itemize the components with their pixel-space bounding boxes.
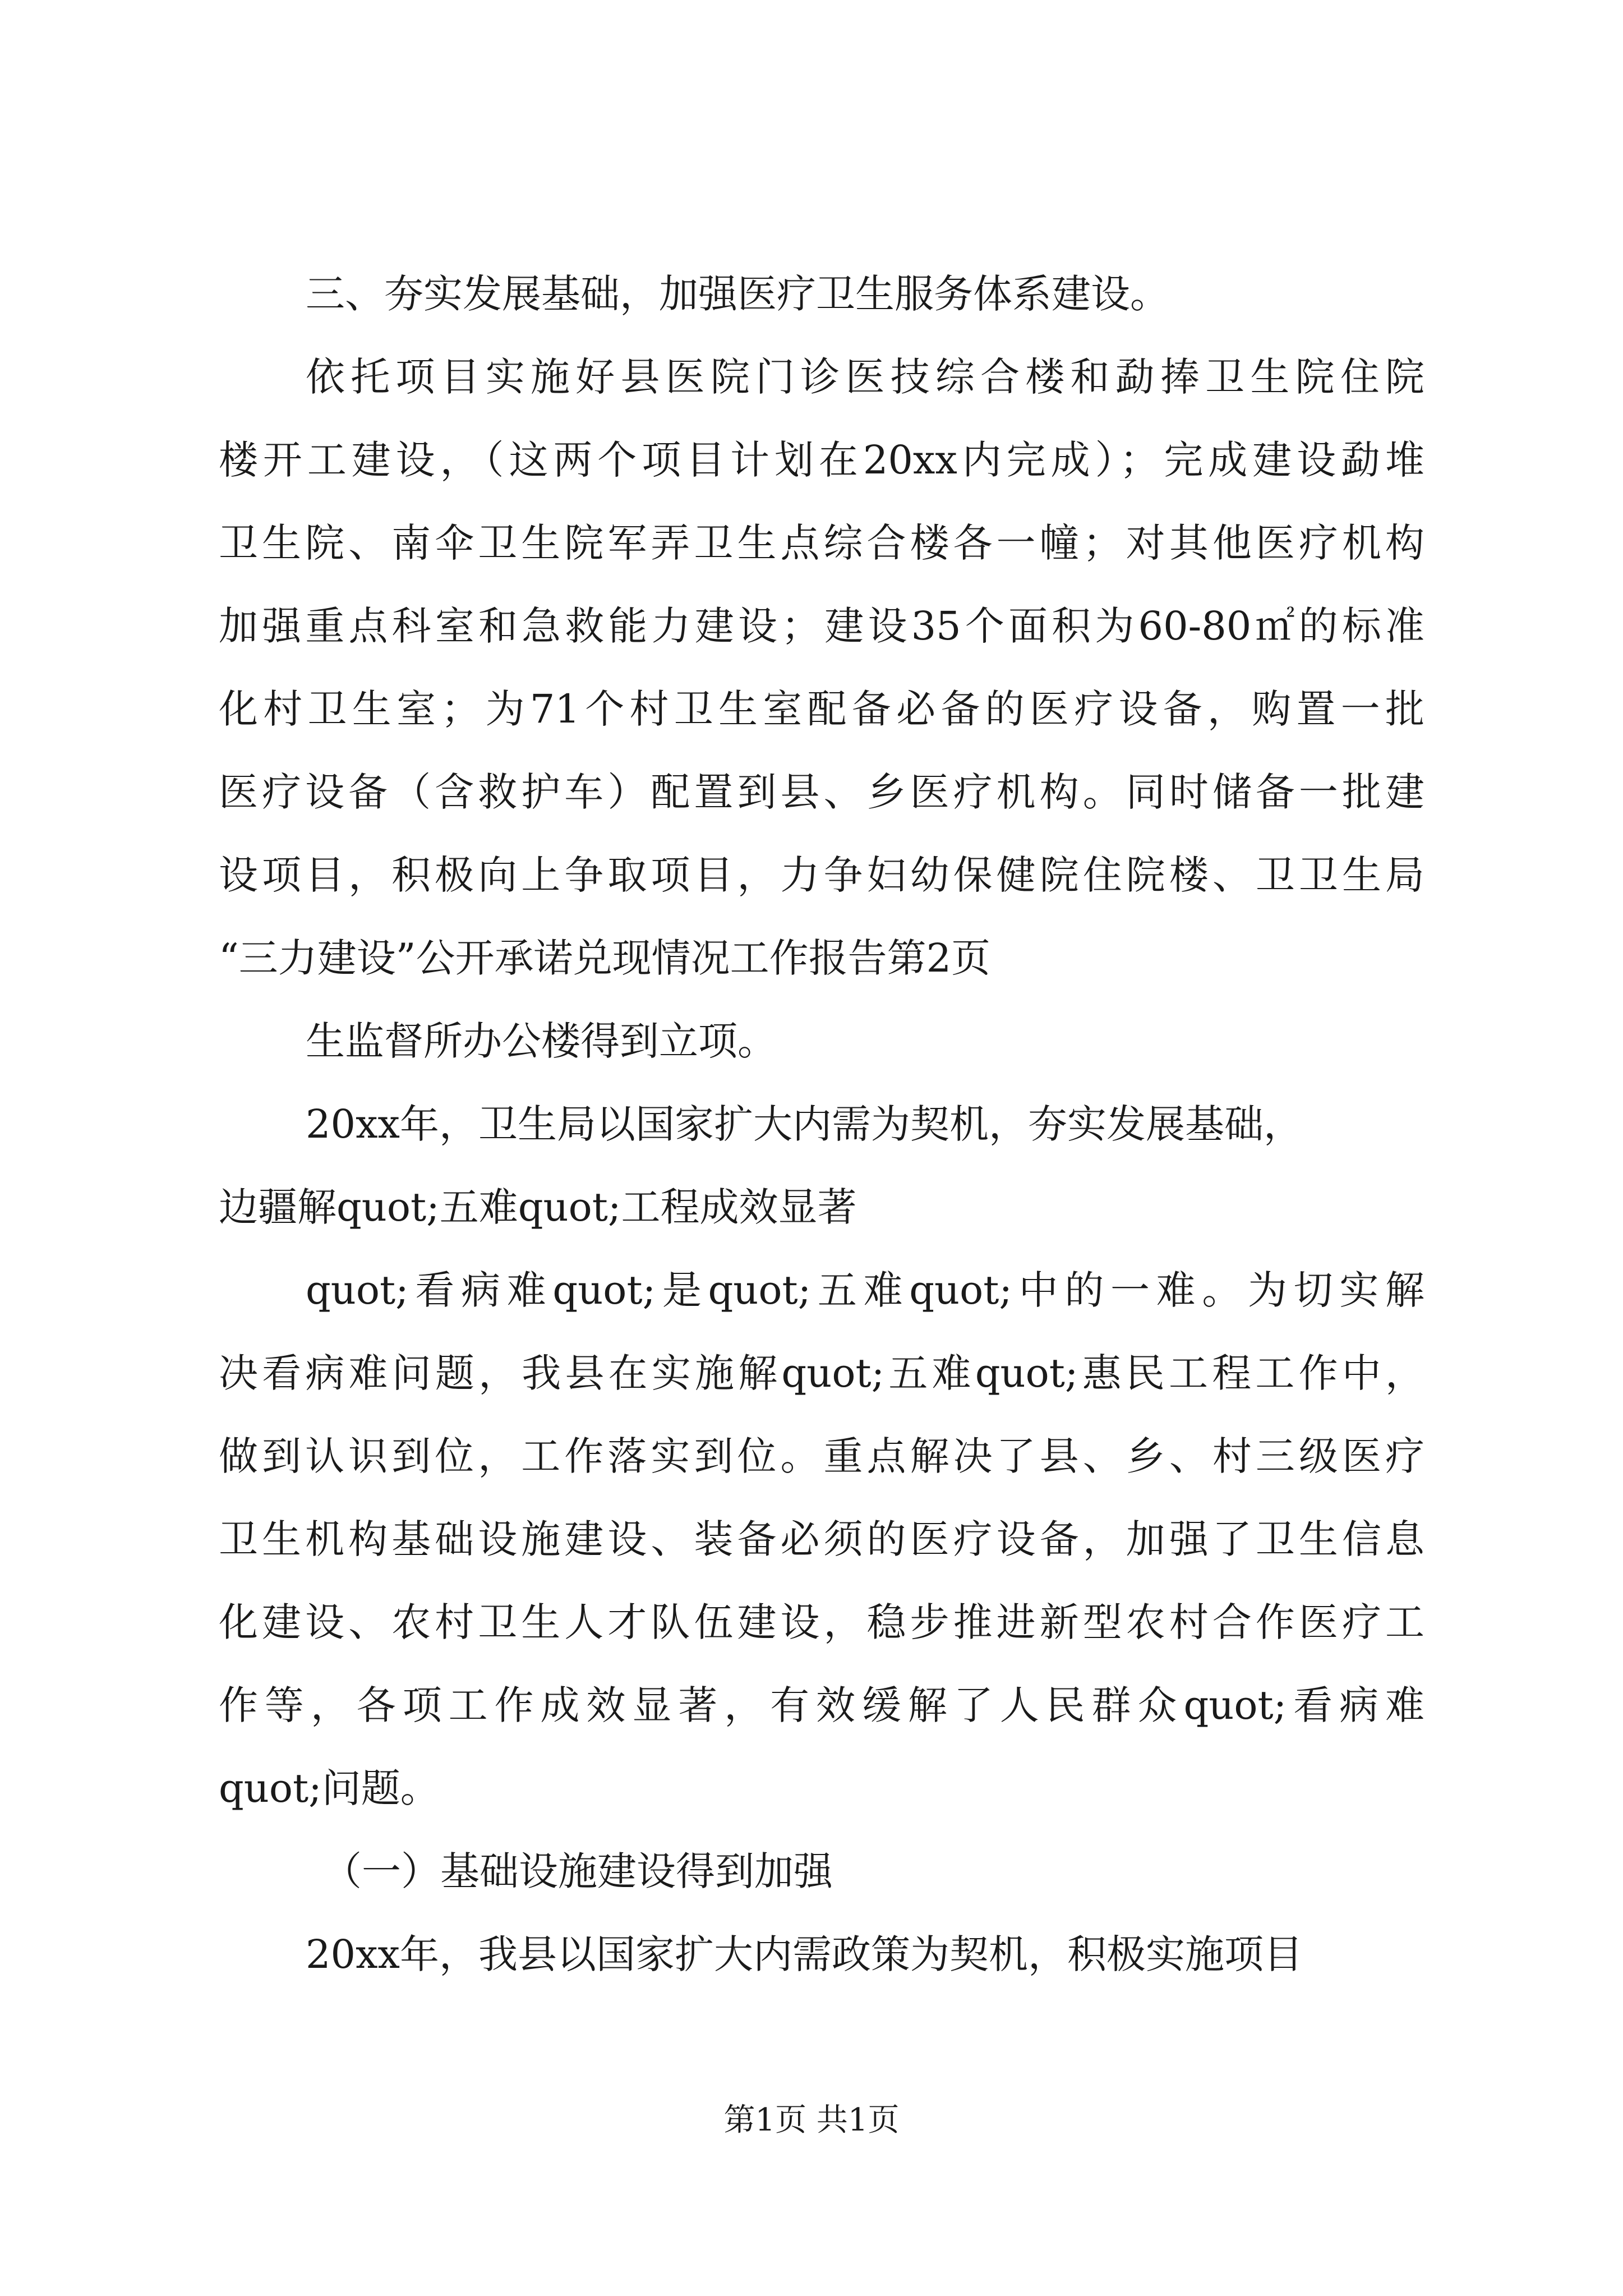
subsection-heading: （一）基础设施建设得到加强 <box>322 1848 833 1894</box>
paragraph-line: 卫生机构基础设施建设、装备必须的医疗设备，加强了卫生信息 <box>219 1516 1424 1562</box>
paragraph-line: 化建设、农村卫生人才队伍建设，稳步推进新型农村合作医疗工 <box>219 1599 1424 1645</box>
paragraph-line: 卫生院、南伞卫生院军弄卫生点综合楼各一幢；对其他医疗机构 <box>219 520 1424 566</box>
paragraph-line: 20xx年，卫生局以国家扩大内需为契机，夯实发展基础， <box>306 1101 1303 1147</box>
paragraph-line: 依托项目实施好县医院门诊医技综合楼和勐捧卫生院住院 <box>306 354 1424 400</box>
paragraph-line: 加强重点科室和急救能力建设；建设35个面积为60-80㎡的标准 <box>219 603 1424 649</box>
paragraph-line: quot;问题。 <box>219 1765 440 1811</box>
paragraph-line: 楼开工建设，（这两个项目计划在20xx内完成）；完成建设勐堆 <box>219 437 1424 483</box>
paragraph-line: “三力建设”公开承诺兑现情况工作报告第2页 <box>219 935 991 981</box>
paragraph-line: 设项目，积极向上争取项目，力争妇幼保健院住院楼、卫卫生局 <box>219 852 1424 898</box>
paragraph-line: 化村卫生室；为71个村卫生室配备必备的医疗设备，购置一批 <box>219 686 1424 732</box>
paragraph-line: 作等，各项工作成效显著，有效缓解了人民群众quot;看病难 <box>219 1682 1424 1728</box>
paragraph-line: 20xx年，我县以国家扩大内需政策为契机，积极实施项目 <box>306 1931 1303 1977</box>
document-body <box>219 252 1424 1996</box>
paragraph-line: quot;看病难quot;是quot;五难quot;中的一难。为切实解 <box>306 1267 1424 1313</box>
paragraph-line: 边疆解quot;五难quot;工程成效显著 <box>219 1184 857 1230</box>
paragraph-line: 生监督所办公楼得到立项。 <box>306 1018 777 1064</box>
section-heading: 三、夯实发展基础，加强医疗卫生服务体系建设。 <box>306 271 1169 317</box>
paragraph-line: 医疗设备（含救护车）配置到县、乡医疗机构。同时储备一批建 <box>219 769 1424 815</box>
paragraph-line: 做到认识到位，工作落实到位。重点解决了县、乡、村三级医疗 <box>219 1433 1424 1479</box>
page-footer: 第1页 共1页 <box>723 2102 900 2138</box>
paragraph-line: 决看病难问题，我县在实施解quot;五难quot;惠民工程工作中， <box>219 1350 1424 1396</box>
